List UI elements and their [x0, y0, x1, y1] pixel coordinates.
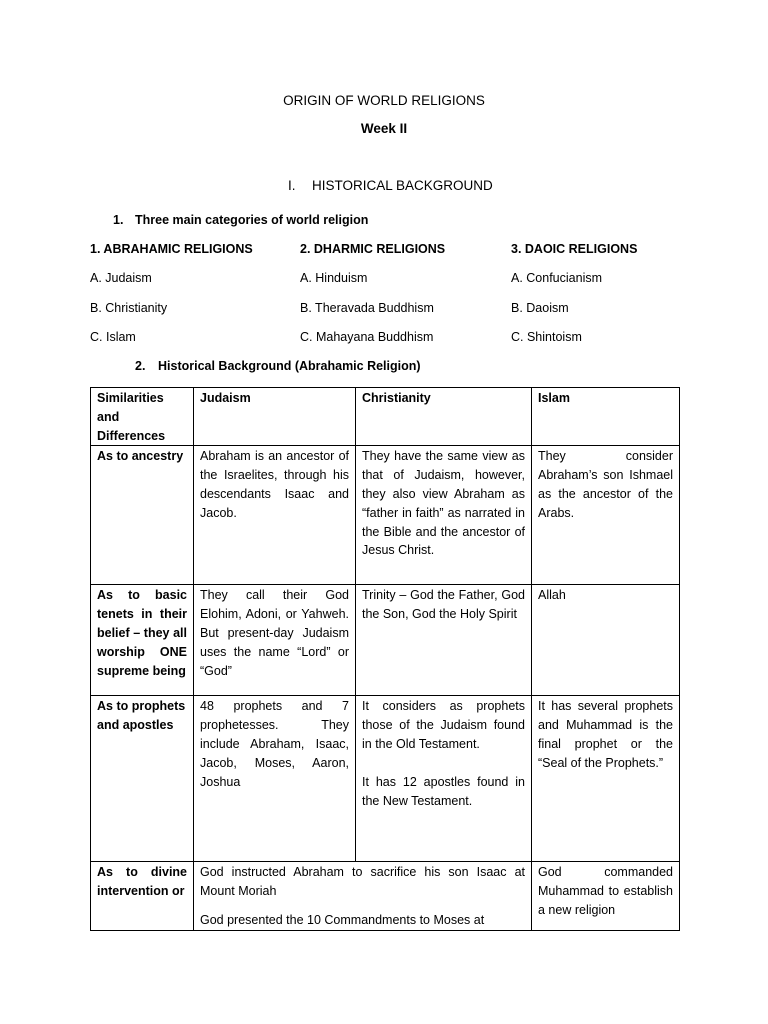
cell-judaism-christianity [194, 862, 532, 930]
row-label: As to basic tenets in their belief – they all worship ONE supreme being [91, 585, 194, 696]
category-item: B. Christianity [90, 301, 168, 315]
cell-islam: God commanded Muhammad to establish a new religion [532, 862, 680, 930]
cell-judaism: Abraham is an ancestor of the Israelites, through his descendants Isaac and Jacob. [194, 446, 356, 585]
item-1-text: Three main categories of world religion [135, 213, 369, 227]
category-heading: 3. DAOIC RELIGIONS [511, 242, 638, 256]
category-item: A. Judaism [90, 271, 152, 285]
table-row [91, 446, 680, 585]
item-2-text: Historical Background (Abrahamic Religion) [158, 359, 421, 373]
category-daoic [511, 242, 637, 256]
header-cell: Christianity [356, 388, 532, 446]
category-item: A. Hinduism [300, 271, 368, 285]
category-item: B. Theravada Buddhism [300, 301, 434, 315]
section-number: I. [288, 178, 296, 193]
cell-christianity [356, 696, 532, 862]
item-2-number: 2. [135, 359, 146, 373]
cell-judaism: They call their God Elohim, Adoni, or Yahweh. But present-day Judaism uses the name “Lord” or “God” [194, 585, 356, 696]
row-label: As to ancestry [91, 446, 194, 585]
christianity-apostles-text: It has 12 apostles found in the New Testament. [362, 774, 525, 808]
header-cell: Similarities and Differences [91, 388, 194, 446]
page-title: ORIGIN OF WORLD RELIGIONS [283, 93, 485, 108]
table-row [91, 696, 680, 862]
header-cell: Islam [532, 388, 680, 446]
category-heading: 1. ABRAHAMIC RELIGIONS [90, 242, 253, 256]
category-item: C. Shintoism [511, 330, 582, 344]
week-label: Week II [360, 121, 408, 136]
table-row [91, 585, 680, 696]
section-title: HISTORICAL BACKGROUND [312, 178, 493, 193]
cell-christianity: Trinity – God the Father, God the Son, God the Holy Spirit [356, 585, 532, 696]
category-item: A. Confucianism [511, 271, 603, 285]
cell-islam: They consider Abraham’s son Ishmael as the ancestor of the Arabs. [532, 446, 680, 585]
row-label: As to prophets and apostles [91, 696, 194, 862]
cell-christianity: They have the same view as that of Judaism, however, they also view Abraham as “father in faith” as narrated in the Bible and the ancestor of Jesus Christ. [356, 446, 532, 585]
row-label: As to divine intervention or [91, 862, 194, 930]
category-abrahamic [90, 242, 253, 256]
category-item: C. Mahayana Buddhism [300, 330, 434, 344]
category-dharmic [300, 242, 445, 256]
item-1-number: 1. [113, 213, 124, 227]
table-row [91, 862, 680, 930]
category-heading: 2. DHARMIC RELIGIONS [300, 242, 446, 256]
cell-islam: Allah [532, 585, 680, 696]
christianity-prophets-text: It considers as prophets those of the Judaism found in the Old Testament. [362, 699, 525, 751]
cell-islam: It has several prophets and Muhammad is the final prophet or the “Seal of the Prophets.” [532, 696, 680, 862]
header-cell: Judaism [194, 388, 356, 446]
divine-intervention-text-a: God instructed Abraham to sacrifice his son Isaac at Mount Moriah [200, 865, 525, 899]
cell-judaism: 48 prophets and 7 prophetesses. They include Abraham, Isaac, Jacob, Moses, Aaron, Joshua [194, 696, 356, 862]
comparison-table [90, 387, 680, 931]
category-item: C. Islam [90, 330, 136, 344]
category-item: B. Daoism [511, 301, 569, 315]
divine-intervention-text-b: God presented the 10 Commandments to Moses at [200, 912, 485, 927]
table-header-row [91, 388, 680, 446]
